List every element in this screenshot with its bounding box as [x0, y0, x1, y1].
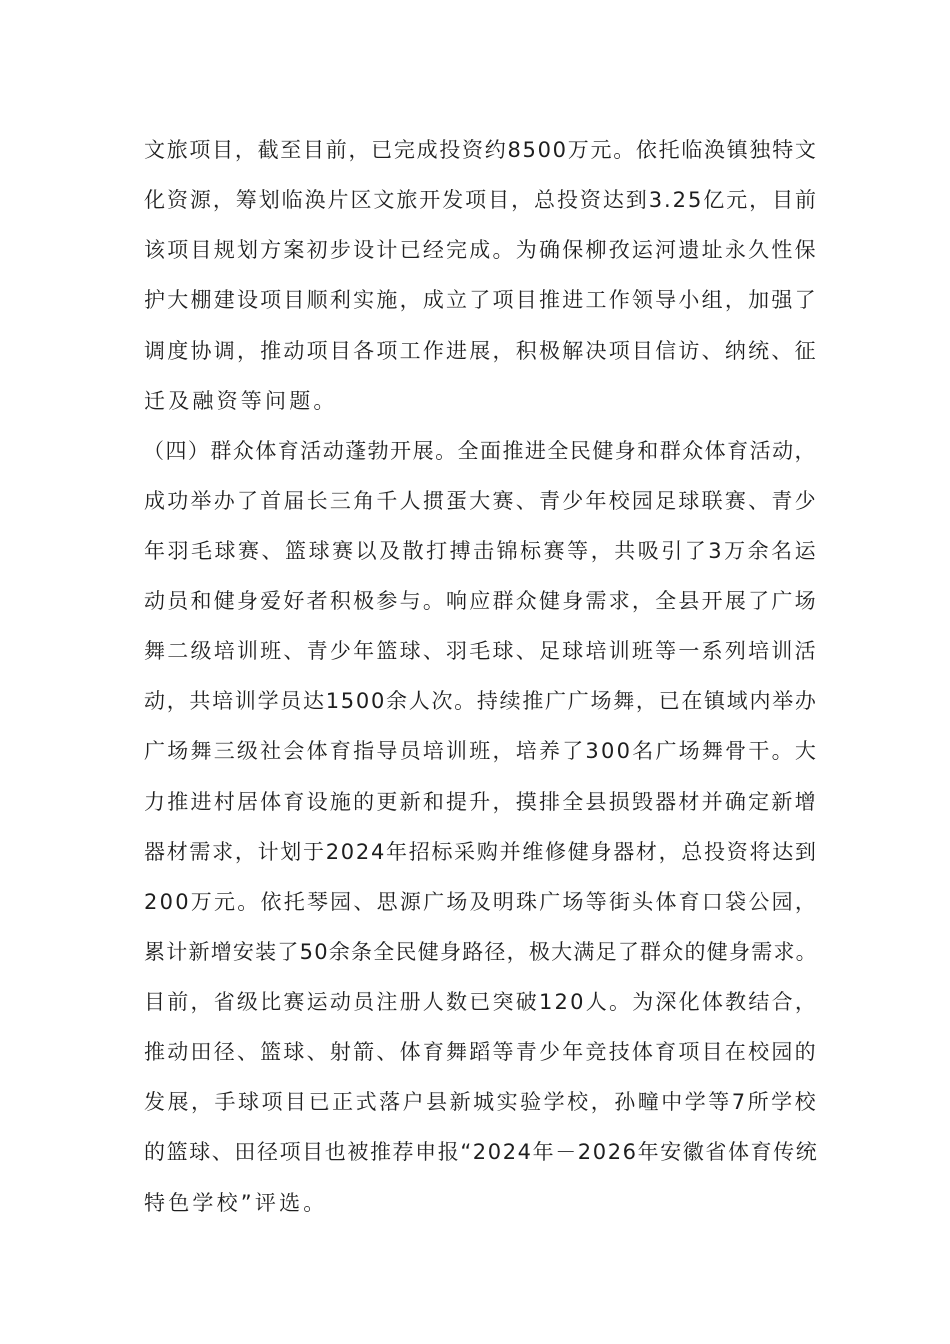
text-line: 的篮球、田径项目也被推荐申报“2024年－2026年安徽省体育传统 [144, 1140, 819, 1164]
text-line: 发展，手球项目已正式落户县新城实验学校，孙疃中学等7所学校 [144, 1090, 819, 1114]
text-line: 器材需求，计划于2024年招标采购并维修健身器材，总投资将达到 [144, 840, 818, 864]
text-line: 特色学校”评选。 [144, 1191, 328, 1215]
text-line: 调度协调，推动项目各项工作进展，积极解决项目信访、纳统、征 [144, 339, 818, 363]
text-line: 200万元。依托琴园、思源广场及明珠广场等街头体育口袋公园， [144, 890, 819, 914]
text-line: 该项目规划方案初步设计已经完成。为确保柳孜运河遗址永久性保 [144, 238, 818, 262]
text-line: 迁及融资等问题。 [144, 389, 338, 413]
text-line: 推动田径、篮球、射箭、体育舞蹈等青少年竞技体育项目在校园的 [144, 1040, 818, 1064]
text-line: 动员和健身爱好者积极参与。响应群众健身需求，全县开展了广场 [144, 589, 818, 613]
text-line: 累计新增安装了50余条全民健身路径，极大满足了群众的健身需求。 [144, 940, 818, 964]
text-line: 广场舞三级社会体育指导员培训班，培养了300名广场舞骨干。大 [144, 739, 819, 763]
text-line: 成功举办了首届长三角千人掼蛋大赛、青少年校园足球联赛、青少 [144, 489, 818, 513]
section-heading-line: （四）群众体育活动蓬勃开展。全面推进全民健身和群众体育活动， [143, 439, 817, 463]
text-line: 文旅项目，截至目前，已完成投资约8500万元。依托临涣镇独特文 [144, 138, 818, 162]
text-line: 目前，省级比赛运动员注册人数已突破120人。为深化体教结合， [144, 990, 819, 1014]
text-line: 舞二级培训班、青少年篮球、羽毛球、足球培训班等一系列培训活 [144, 639, 818, 663]
text-line: 力推进村居体育设施的更新和提升，摸排全县损毁器材并确定新增 [144, 790, 818, 814]
text-line: 护大棚建设项目顺利实施，成立了项目推进工作领导小组，加强了 [144, 288, 818, 312]
text-line: 年羽毛球赛、篮球赛以及散打搏击锦标赛等，共吸引了3万余名运 [144, 539, 819, 563]
text-line: 动，共培训学员达1500余人次。持续推广广场舞，已在镇域内举办 [144, 689, 818, 713]
text-line: 化资源，筹划临涣片区文旅开发项目，总投资达到3.25亿元，目前 [144, 188, 818, 212]
